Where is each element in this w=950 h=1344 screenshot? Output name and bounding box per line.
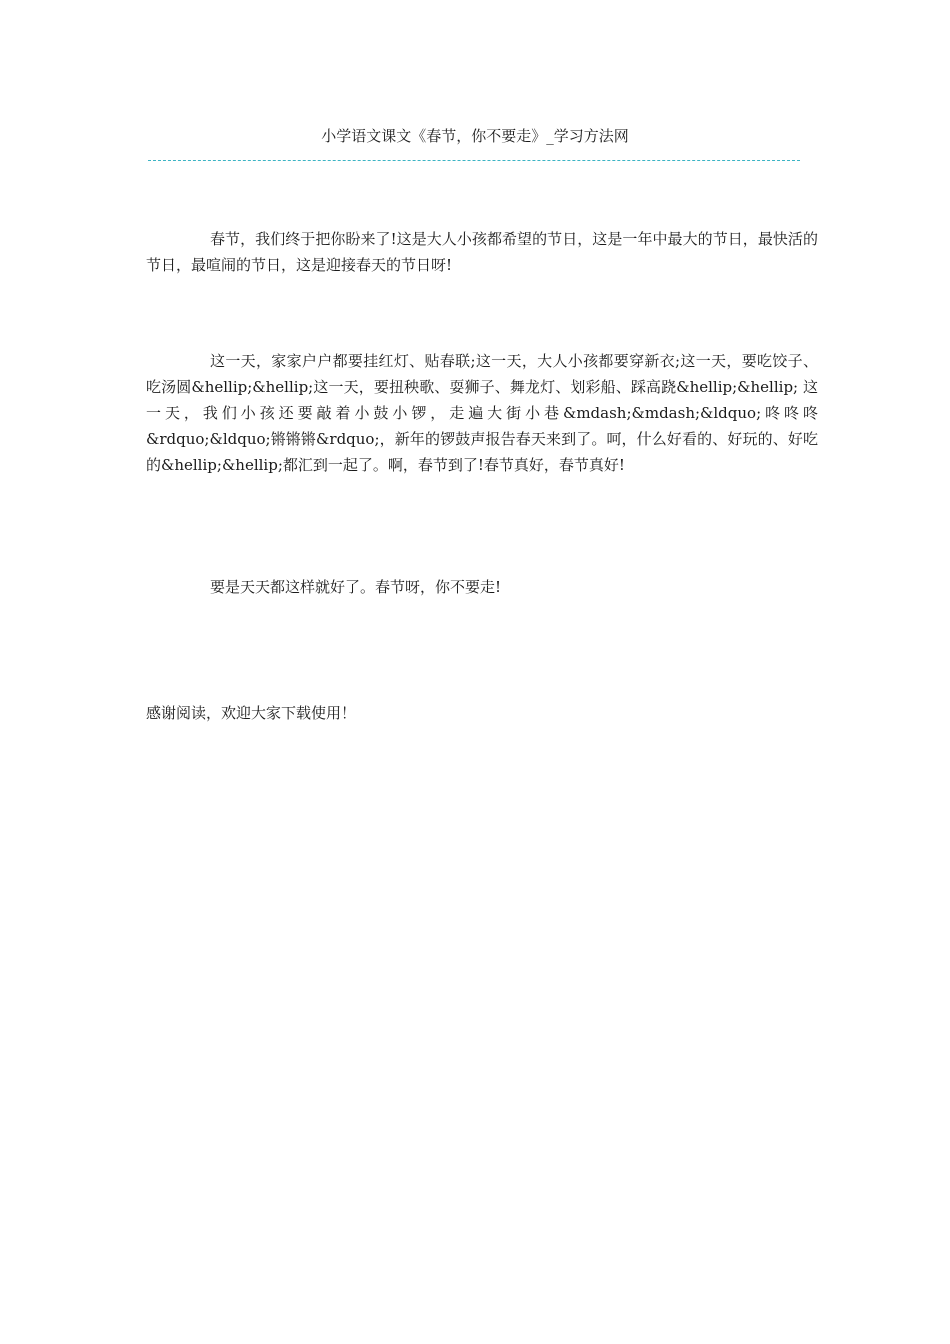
paragraph-1: 春节，我们终于把你盼来了!这是大人小孩都希望的节日，这是一年中最大的节日，最快活的节日，最喧闹的节日，这是迎接春天的节日呀! bbox=[146, 230, 818, 274]
page-title: 小学语文课文《春节，你不要走》_学习方法网 bbox=[321, 127, 629, 145]
footer-note: 感谢阅读，欢迎大家下载使用！ bbox=[146, 704, 357, 722]
header-divider bbox=[148, 160, 800, 161]
paragraph-2: 这一天，家家户户都要挂红灯、贴春联;这一天，大人小孩都要穿新衣;这一天，要吃饺子、吃汤圆&hellip;&hellip;这一天，要扭秧歌、耍狮子、舞龙灯、划彩船、踩高跷&hellip;&hellip; 这一天，我们小孩还要敲着小鼓小锣，走遍大街小巷&mdash;&mdash;&ldquo;咚咚咚&rdquo;&ldquo;锵锵锵&rdquo;，新年的锣鼓声报告春天来到了。呵，什么好看的、好玩的、好吃的&hellip;&hellip;都汇到一起了。啊，春节到了!春节真好，春节真好! bbox=[146, 352, 818, 474]
paragraph-3: 要是天天都这样就好了。春节呀，你不要走! bbox=[210, 578, 502, 596]
